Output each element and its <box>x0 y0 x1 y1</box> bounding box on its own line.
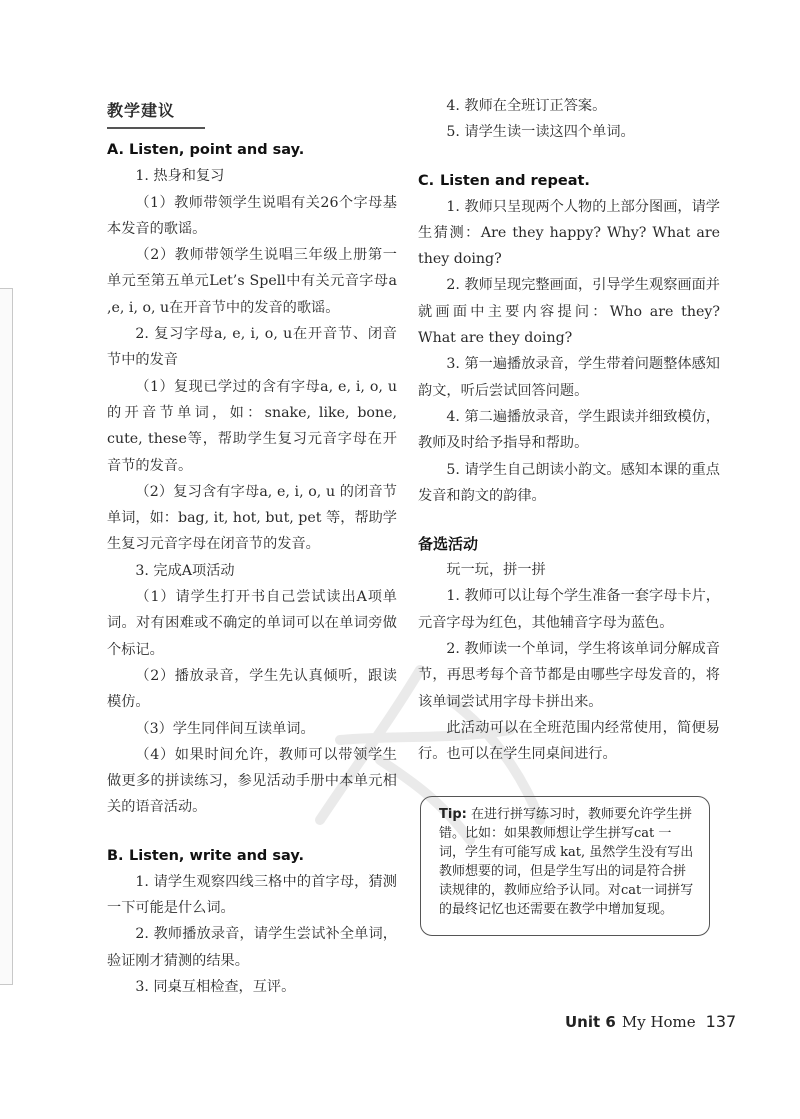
section-b-item1: 1. 请学生观察四线三格中的首字母，猜测一下可能是什么词。 <box>107 873 397 917</box>
section-a-item1-heading: 1. 热身和复习 <box>135 168 225 185</box>
section-c-item3: 3. 第一遍播放录音，学生带着问题整体感知韵文，听后尝试回答问题。 <box>418 356 720 399</box>
section-b-item5: 5. 请学生读一读这四个单词。 <box>446 124 635 141</box>
page-footer <box>565 1012 736 1031</box>
optional-activity-item1: 1. 教师可以让每个学生准备一套字母卡片，元音字母为红色，其他辅音字母为蓝色。 <box>418 588 720 631</box>
section-a-item3-sub1: （1）请学生打开书自己尝试读出A项单词。对有困难或不确定的单词可以在单词旁做个标记。 <box>107 589 397 658</box>
section-a-item3-heading: 3. 完成A项活动 <box>135 562 235 579</box>
optional-activity-item2: 2. 教师读一个单词，学生将该单词分解成音节，再思考每个音节都是由哪些字母发音的，将该单词尝试用字母卡拼出来。 <box>418 641 720 710</box>
footer-unit: Unit 6 <box>565 1013 616 1031</box>
left-column <box>107 98 397 1000</box>
page-number: 137 <box>705 1012 737 1031</box>
section-c-item5: 5. 请学生自己朗读小韵文。感知本课的重点发音和韵文的韵律。 <box>418 461 720 504</box>
section-b-letter: B. <box>107 847 124 864</box>
section-a-letter: A. <box>107 142 124 159</box>
right-column <box>418 93 720 768</box>
tip-label: Tip: <box>439 807 467 822</box>
optional-activity-note: 此活动可以在全班范围内经常使用，简便易行。也可以在学生同桌间进行。 <box>418 719 720 763</box>
section-b-item2: 2. 教师播放录音，请学生尝试补全单词，验证刚才猜测的结果。 <box>107 926 397 969</box>
section-b-item4: 4. 教师在全班订正答案。 <box>446 98 607 114</box>
section-a-heading <box>107 137 397 163</box>
optional-activity-heading: 备选活动 <box>418 535 479 554</box>
section-a-item3-sub4: （4）如果时间允许，教师可以带领学生做更多的拼读练习，参见活动手册中本单元相关的语音活动。 <box>107 746 397 816</box>
section-b-heading <box>107 843 397 869</box>
section-a-item2-sub1: （1）复现已学过的含有字母a, e, i, o, u的开音节单词，如：snake, like, bone, cute, these等，帮助学生复习元音字母在开音节的发音。 <box>107 378 397 474</box>
section-a-title: Listen, point and say. <box>129 142 305 159</box>
section-a-item2-heading: 2. 复习字母a, e, i, o, u在开音节、闭音节中的发音 <box>107 326 397 369</box>
footer-unit-name: My Home <box>621 1013 696 1031</box>
section-a-item1-sub1: （1）教师带领学生说唱有关26个字母基本发音的歌谣。 <box>107 194 397 237</box>
section-a-item1-sub2: （2）教师带领学生说唱三年级上册第一单元至第五单元Let’s Spell中有关元音字母a ,e, i, o, u在开音节中的发音的歌谣。 <box>107 247 397 316</box>
section-c-letter: C. <box>418 172 435 189</box>
section-c-item2: 2. 教师呈现完整画面，引导学生观察画面并就画面中主要内容提问：Who are they? What are they doing? <box>418 277 720 347</box>
section-c-item1: 1. 教师只呈现两个人物的上部分图画，请学生猜测：Are they happy? Why? What are they doing? <box>418 198 720 268</box>
page-title: 教学建议 <box>107 98 205 129</box>
section-c-title: Listen and repeat. <box>440 172 590 189</box>
page-edge-tab <box>0 288 13 985</box>
section-b-title: Listen, write and say. <box>129 847 304 864</box>
section-a-item2-sub2: （2）复习含有字母a, e, i, o, u 的闭音节单词，如：bag, it, hot, but, pet 等，帮助学生复习元音字母在闭音节的发音。 <box>107 483 397 553</box>
optional-activity-subtitle: 玩一玩，拼一拼 <box>446 562 546 579</box>
section-a-item3-sub3: （3）学生同伴间互读单词。 <box>135 720 315 737</box>
section-c-item4: 4. 第二遍播放录音，学生跟读并细致模仿，教师及时给予指导和帮助。 <box>418 408 720 452</box>
section-c-heading <box>418 168 720 194</box>
section-a-item3-sub2: （2）播放录音，学生先认真倾听，跟读模仿。 <box>107 667 397 711</box>
tip-box <box>420 796 710 936</box>
tip-text: 在进行拼写练习时，教师要允许学生拼错。比如：如果教师想让学生拼写cat 一词，学生有可能写成 kat, 虽然学生没有写出教师想要的词，但是学生写出的词是符合拼读规律的，教师应给予认同。对cat一词拼写的最终记忆也还需要在教学中增加复现。 <box>439 807 694 917</box>
section-b-item3: 3. 同桌互相检查，互评。 <box>135 978 296 995</box>
